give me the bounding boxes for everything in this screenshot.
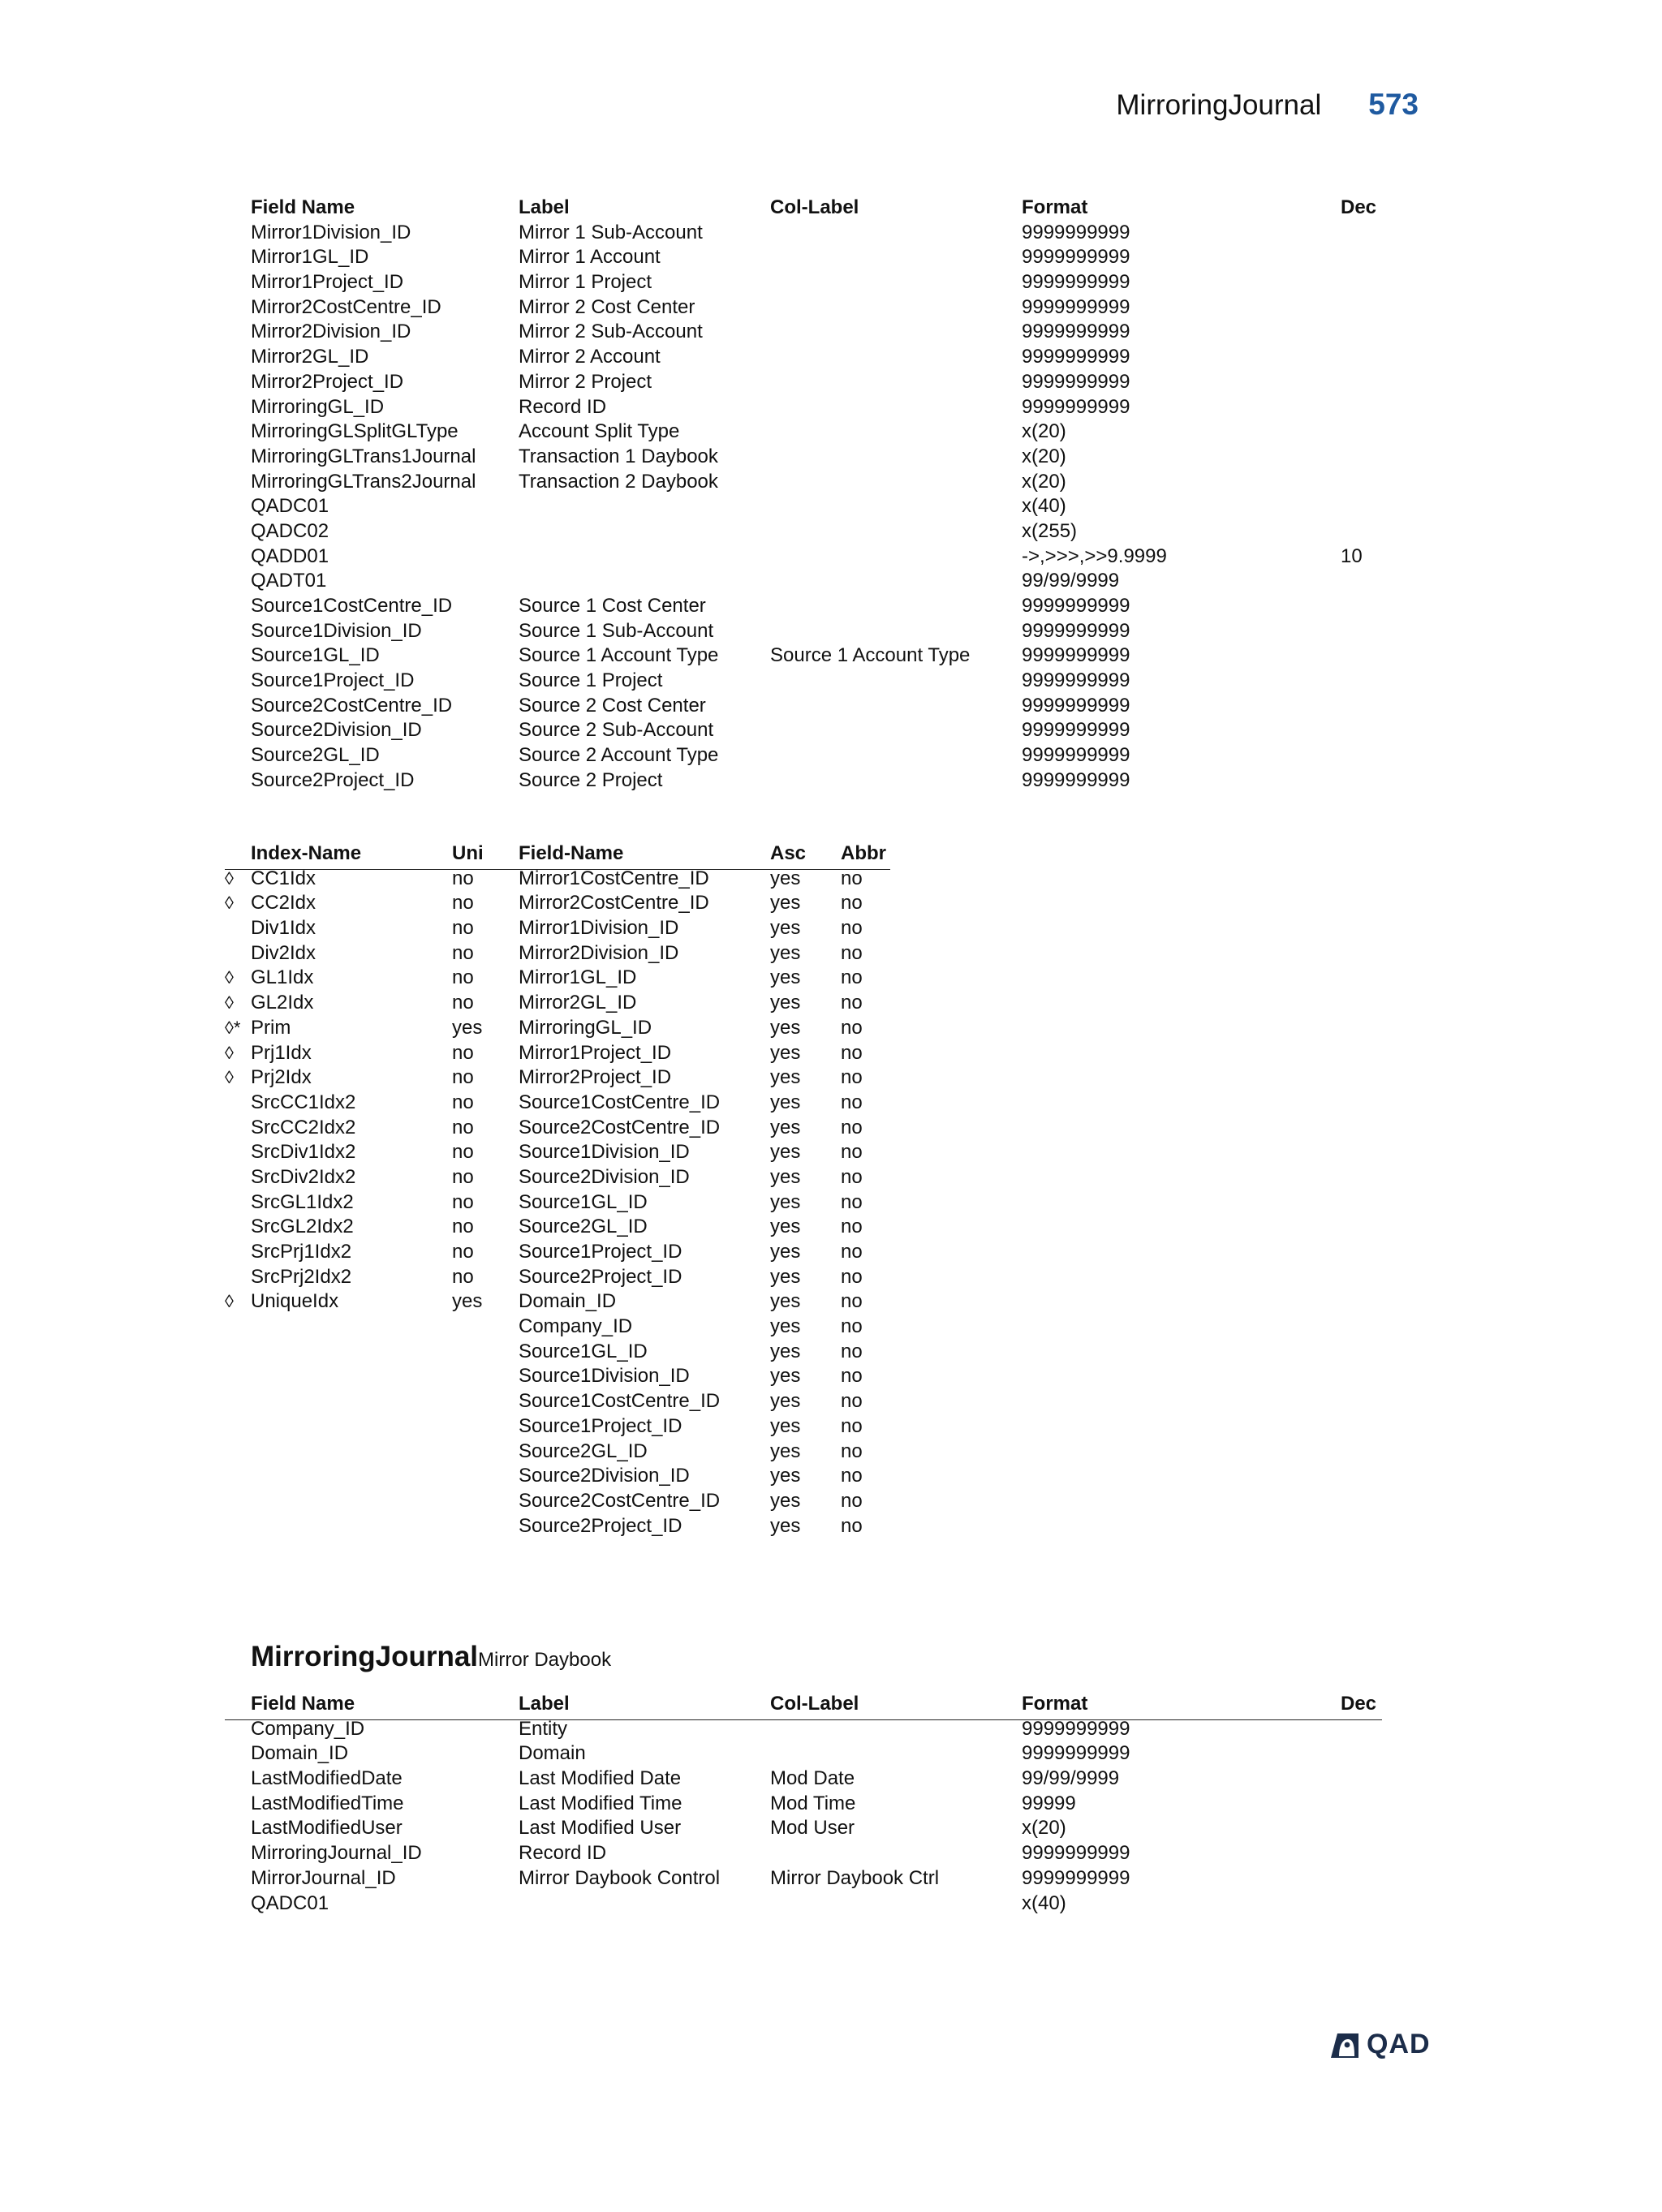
cell-field-name: Mirror1Division_ID — [251, 221, 411, 243]
cell-index-name: CC2Idx — [251, 892, 316, 914]
cell-abbreviated: no — [841, 1091, 863, 1113]
cell-field-name: Source1CostCentre_ID — [251, 595, 453, 617]
cell-abbreviated: no — [841, 1514, 863, 1537]
cell-field-name: MirroringGL_ID — [519, 1016, 652, 1039]
cell-abbreviated: no — [841, 1440, 863, 1462]
page-number: 573 — [1368, 88, 1419, 121]
cell-format: x(20) — [1022, 1817, 1066, 1840]
cell-index-name: GL1Idx — [251, 966, 314, 989]
column-header-format: Format — [1022, 1693, 1088, 1715]
cell-field-name: Source2Division_ID — [519, 1465, 690, 1487]
cell-label: Mirror 1 Sub-Account — [519, 221, 703, 243]
cell-format: 9999999999 — [1022, 595, 1130, 617]
cell-abbreviated: no — [841, 892, 863, 914]
cell-field-name: MirroringJournal_ID — [251, 1842, 422, 1865]
cell-field-name: MirrorJournal_ID — [251, 1866, 396, 1889]
qad-logo — [1329, 2029, 1431, 2060]
cell-label: Mirror 1 Account — [519, 246, 661, 269]
cell-format: 9999999999 — [1022, 719, 1130, 742]
cell-abbreviated: no — [841, 1315, 863, 1338]
cell-unique: no — [452, 966, 474, 989]
cell-abbreviated: no — [841, 1390, 863, 1413]
cell-field-name: Source2Division_ID — [519, 1165, 690, 1188]
cell-ascending: yes — [770, 892, 801, 914]
cell-abbreviated: no — [841, 1365, 863, 1388]
cell-ascending: yes — [770, 1489, 801, 1512]
cell-format: x(40) — [1022, 1891, 1066, 1914]
cell-ascending: yes — [770, 992, 801, 1014]
cell-ascending: yes — [770, 1116, 801, 1138]
cell-format: ->,>>>,>>9.9999 — [1022, 544, 1167, 567]
cell-field-name: Mirror2Project_ID — [519, 1066, 672, 1089]
cell-label: Source 1 Sub-Account — [519, 619, 714, 642]
cell-format: 9999999999 — [1022, 669, 1130, 692]
cell-col-label: Mod User — [770, 1817, 855, 1840]
cell-index-name: SrcGL1Idx2 — [251, 1190, 354, 1213]
cell-field-name: Domain_ID — [251, 1742, 349, 1765]
cell-format: 9999999999 — [1022, 295, 1130, 318]
cell-format: 9999999999 — [1022, 221, 1130, 243]
cell-format: 9999999999 — [1022, 744, 1130, 767]
cell-format: 9999999999 — [1022, 694, 1130, 717]
cell-unique: no — [452, 1141, 474, 1164]
cell-field-name: Company_ID — [519, 1315, 633, 1338]
cell-format: 9999999999 — [1022, 395, 1130, 418]
cell-abbreviated: no — [841, 992, 863, 1014]
cell-field-name: Source1CostCentre_ID — [519, 1091, 721, 1113]
cell-field-name: Source2Project_ID — [251, 768, 415, 791]
cell-ascending: yes — [770, 1514, 801, 1537]
column-header-dec: Dec — [1341, 1693, 1377, 1715]
column-header-abbr: Abbr — [841, 842, 886, 864]
column-header-asc: Asc — [770, 842, 807, 864]
cell-format: 9999999999 — [1022, 271, 1130, 294]
cell-label: Record ID — [519, 395, 607, 418]
cell-field-name: Company_ID — [251, 1717, 365, 1740]
cell-field-name: Mirror2GL_ID — [519, 992, 637, 1014]
cell-label: Source 1 Account Type — [519, 644, 719, 667]
cell-col-label: Mirror Daybook Ctrl — [770, 1866, 940, 1889]
page-header-title: MirroringJournal — [1116, 89, 1322, 121]
cell-unique: no — [452, 992, 474, 1014]
section-table-name: MirroringJournal — [251, 1641, 479, 1672]
column-header-field-name: Field Name — [251, 196, 355, 218]
cell-format: 9999999999 — [1022, 1842, 1130, 1865]
cell-ascending: yes — [770, 1414, 801, 1437]
cell-format: 9999999999 — [1022, 644, 1130, 667]
section-table-description: Mirror Daybook — [478, 1649, 612, 1671]
cell-field-name: Mirror1Project_ID — [251, 271, 404, 294]
cell-field-name: QADT01 — [251, 570, 327, 592]
cell-abbreviated: no — [841, 1340, 863, 1362]
cell-label: Source 2 Account Type — [519, 744, 719, 767]
cell-label: Mirror 2 Account — [519, 346, 661, 368]
cell-index-name: SrcPrj2Idx2 — [251, 1265, 352, 1288]
cell-field-name: Source2Division_ID — [251, 719, 422, 742]
cell-ascending: yes — [770, 867, 801, 889]
cell-ascending: yes — [770, 1465, 801, 1487]
cell-abbreviated: no — [841, 1190, 863, 1213]
cell-format: 9999999999 — [1022, 246, 1130, 269]
cell-format: 9999999999 — [1022, 370, 1130, 393]
cell-index-marker: ◊ — [225, 893, 234, 914]
cell-ascending: yes — [770, 1365, 801, 1388]
column-header-label: Label — [519, 1693, 570, 1715]
cell-abbreviated: no — [841, 1141, 863, 1164]
cell-ascending: yes — [770, 1216, 801, 1238]
cell-label: Last Modified Date — [519, 1767, 682, 1790]
cell-label: Mirror Daybook Control — [519, 1866, 721, 1889]
cell-index-marker: ◊ — [225, 1067, 234, 1088]
cell-abbreviated: no — [841, 1066, 863, 1089]
cell-index-marker: ◊ — [225, 867, 234, 889]
cell-ascending: yes — [770, 1440, 801, 1462]
column-header-field-name: Field Name — [251, 1693, 355, 1715]
cell-field-name: Mirror2Division_ID — [251, 321, 411, 343]
cell-abbreviated: no — [841, 867, 863, 889]
cell-index-name: GL2Idx — [251, 992, 314, 1014]
cell-ascending: yes — [770, 1290, 801, 1313]
cell-ascending: yes — [770, 1241, 801, 1263]
cell-abbreviated: no — [841, 1116, 863, 1138]
cell-label: Mirror 2 Cost Center — [519, 295, 695, 318]
cell-field-name: Source1CostCentre_ID — [519, 1390, 721, 1413]
cell-label: Source 1 Cost Center — [519, 595, 706, 617]
column-header-uni: Uni — [452, 842, 484, 864]
cell-index-name: SrcCC1Idx2 — [251, 1091, 356, 1113]
cell-index-name: SrcGL2Idx2 — [251, 1216, 354, 1238]
cell-index-name: SrcPrj1Idx2 — [251, 1241, 352, 1263]
cell-ascending: yes — [770, 966, 801, 989]
cell-field-name: Mirror2GL_ID — [251, 346, 369, 368]
cell-field-name: Source2CostCentre_ID — [519, 1489, 721, 1512]
cell-field-name: Source2GL_ID — [519, 1440, 648, 1462]
cell-label: Transaction 1 Daybook — [519, 445, 718, 467]
cell-format: 9999999999 — [1022, 1717, 1130, 1740]
cell-field-name: Mirror1GL_ID — [251, 246, 369, 269]
cell-field-name: Domain_ID — [519, 1290, 617, 1313]
cell-field-name: Source1GL_ID — [251, 644, 380, 667]
cell-unique: no — [452, 1216, 474, 1238]
cell-field-name: Mirror2CostCentre_ID — [519, 892, 709, 914]
cell-ascending: yes — [770, 1066, 801, 1089]
cell-col-label: Mod Time — [770, 1792, 856, 1814]
cell-unique: no — [452, 1041, 474, 1064]
cell-ascending: yes — [770, 941, 801, 964]
cell-unique: no — [452, 917, 474, 940]
cell-field-name: Source1Project_ID — [519, 1241, 682, 1263]
cell-unique: yes — [452, 1016, 483, 1039]
cell-label: Entity — [519, 1717, 568, 1740]
cell-field-name: Source2Project_ID — [519, 1514, 682, 1537]
cell-field-name: Source1Division_ID — [519, 1365, 690, 1388]
cell-format: x(40) — [1022, 495, 1066, 518]
cell-field-name: Source2Project_ID — [519, 1265, 682, 1288]
cell-ascending: yes — [770, 1390, 801, 1413]
cell-index-name: Prj2Idx — [251, 1066, 312, 1089]
cell-abbreviated: no — [841, 1041, 863, 1064]
cell-unique: no — [452, 1116, 474, 1138]
cell-format: x(20) — [1022, 470, 1066, 493]
cell-index-marker: ◊* — [225, 1017, 241, 1038]
qad-logo-icon — [1329, 2030, 1362, 2059]
cell-index-name: Div2Idx — [251, 941, 316, 964]
cell-field-name: Source2GL_ID — [519, 1216, 648, 1238]
cell-ascending: yes — [770, 917, 801, 940]
cell-label: Last Modified User — [519, 1817, 682, 1840]
cell-unique: no — [452, 941, 474, 964]
cell-index-name: CC1Idx — [251, 867, 316, 889]
cell-field-name: Source1Project_ID — [251, 669, 415, 692]
cell-label: Record ID — [519, 1842, 607, 1865]
cell-field-name: QADC01 — [251, 495, 329, 518]
cell-format: 9999999999 — [1022, 1742, 1130, 1765]
cell-label: Last Modified Time — [519, 1792, 682, 1814]
cell-abbreviated: no — [841, 966, 863, 989]
cell-ascending: yes — [770, 1091, 801, 1113]
cell-field-name: Mirror2Project_ID — [251, 370, 404, 393]
cell-field-name: Mirror2CostCentre_ID — [251, 295, 441, 318]
cell-format: x(20) — [1022, 420, 1066, 443]
cell-abbreviated: no — [841, 1265, 863, 1288]
cell-index-marker: ◊ — [225, 1291, 234, 1312]
cell-unique: no — [452, 867, 474, 889]
cell-ascending: yes — [770, 1190, 801, 1213]
cell-format: 9999999999 — [1022, 346, 1130, 368]
cell-col-label: Source 1 Account Type — [770, 644, 971, 667]
cell-field-name: QADC01 — [251, 1891, 329, 1914]
cell-ascending: yes — [770, 1041, 801, 1064]
cell-index-name: UniqueIdx — [251, 1290, 339, 1313]
index-table-header-rule — [225, 869, 890, 870]
cell-abbreviated: no — [841, 1241, 863, 1263]
cell-format: 99/99/9999 — [1022, 570, 1120, 592]
cell-index-name: SrcDiv1Idx2 — [251, 1141, 356, 1164]
cell-format: x(20) — [1022, 445, 1066, 467]
cell-field-name: Source2CostCentre_ID — [519, 1116, 721, 1138]
cell-format: 9999999999 — [1022, 619, 1130, 642]
cell-label: Source 1 Project — [519, 669, 663, 692]
section-title — [251, 1641, 611, 1673]
qad-logo-text: QAD — [1367, 2029, 1431, 2059]
cell-unique: no — [452, 1091, 474, 1113]
cell-field-name: MirroringGLSplitGLType — [251, 420, 459, 443]
cell-index-marker: ◊ — [225, 1042, 234, 1063]
cell-index-marker: ◊ — [225, 992, 234, 1013]
cell-abbreviated: no — [841, 1016, 863, 1039]
cell-format: 99999 — [1022, 1792, 1076, 1814]
cell-ascending: yes — [770, 1016, 801, 1039]
cell-abbreviated: no — [841, 1165, 863, 1188]
cell-ascending: yes — [770, 1265, 801, 1288]
cell-unique: no — [452, 1241, 474, 1263]
column-header-label: Label — [519, 196, 570, 218]
cell-abbreviated: no — [841, 941, 863, 964]
cell-field-name: Mirror1Project_ID — [519, 1041, 672, 1064]
cell-field-name: LastModifiedUser — [251, 1817, 403, 1840]
column-header-field-name: Field-Name — [519, 842, 624, 864]
cell-field-name: Mirror1CostCentre_ID — [519, 867, 709, 889]
cell-abbreviated: no — [841, 1216, 863, 1238]
cell-unique: no — [452, 1190, 474, 1213]
cell-format: 9999999999 — [1022, 768, 1130, 791]
cell-label: Account Split Type — [519, 420, 680, 443]
cell-format: 9999999999 — [1022, 1866, 1130, 1889]
cell-field-name: Source2GL_ID — [251, 744, 380, 767]
cell-label: Source 2 Sub-Account — [519, 719, 714, 742]
cell-label: Source 2 Project — [519, 768, 663, 791]
cell-index-name: Div1Idx — [251, 917, 316, 940]
cell-field-name: Mirror2Division_ID — [519, 941, 679, 964]
cell-dec: 10 — [1341, 544, 1363, 567]
cell-abbreviated: no — [841, 1414, 863, 1437]
cell-field-name: Source1Division_ID — [519, 1141, 690, 1164]
cell-unique: no — [452, 1066, 474, 1089]
cell-index-name: Prj1Idx — [251, 1041, 312, 1064]
cell-col-label: Mod Date — [770, 1767, 855, 1790]
cell-field-name: Source1Project_ID — [519, 1414, 682, 1437]
cell-index-marker: ◊ — [225, 967, 234, 988]
cell-format: 99/99/9999 — [1022, 1767, 1120, 1790]
cell-field-name: QADC02 — [251, 519, 329, 542]
cell-field-name: Source1Division_ID — [251, 619, 422, 642]
cell-abbreviated: no — [841, 1489, 863, 1512]
cell-index-name: SrcDiv2Idx2 — [251, 1165, 356, 1188]
cell-abbreviated: no — [841, 1290, 863, 1313]
column-header-col-label: Col-Label — [770, 196, 859, 218]
cell-format: 9999999999 — [1022, 321, 1130, 343]
cell-label: Transaction 2 Daybook — [519, 470, 718, 493]
cell-label: Mirror 2 Project — [519, 370, 652, 393]
cell-ascending: yes — [770, 1165, 801, 1188]
cell-label: Mirror 1 Project — [519, 271, 652, 294]
cell-field-name: Source1GL_ID — [519, 1340, 648, 1362]
cell-field-name: QADD01 — [251, 544, 329, 567]
cell-ascending: yes — [770, 1340, 801, 1362]
cell-field-name: LastModifiedDate — [251, 1767, 403, 1790]
cell-label: Mirror 2 Sub-Account — [519, 321, 703, 343]
cell-format: x(255) — [1022, 519, 1078, 542]
column-header-index-name: Index-Name — [251, 842, 362, 864]
cell-field-name: Source1GL_ID — [519, 1190, 648, 1213]
cell-field-name: Mirror1Division_ID — [519, 917, 679, 940]
column-header-format: Format — [1022, 196, 1088, 218]
cell-unique: yes — [452, 1290, 483, 1313]
cell-field-name: MirroringGLTrans1Journal — [251, 445, 476, 467]
cell-field-name: MirroringGL_ID — [251, 395, 385, 418]
cell-index-name: SrcCC2Idx2 — [251, 1116, 356, 1138]
cell-unique: no — [452, 892, 474, 914]
cell-abbreviated: no — [841, 917, 863, 940]
cell-label: Domain — [519, 1742, 586, 1765]
page-header — [1116, 88, 1419, 122]
cell-unique: no — [452, 1265, 474, 1288]
cell-label: Source 2 Cost Center — [519, 694, 706, 717]
cell-ascending: yes — [770, 1315, 801, 1338]
cell-unique: no — [452, 1165, 474, 1188]
cell-field-name: Source2CostCentre_ID — [251, 694, 453, 717]
cell-index-name: Prim — [251, 1016, 291, 1039]
cell-field-name: MirroringGLTrans2Journal — [251, 470, 476, 493]
field-table-header-rule — [225, 1719, 1382, 1720]
cell-abbreviated: no — [841, 1465, 863, 1487]
cell-field-name: Mirror1GL_ID — [519, 966, 637, 989]
column-header-col-label: Col-Label — [770, 1693, 859, 1715]
cell-field-name: LastModifiedTime — [251, 1792, 404, 1814]
column-header-dec: Dec — [1341, 196, 1377, 218]
cell-ascending: yes — [770, 1141, 801, 1164]
